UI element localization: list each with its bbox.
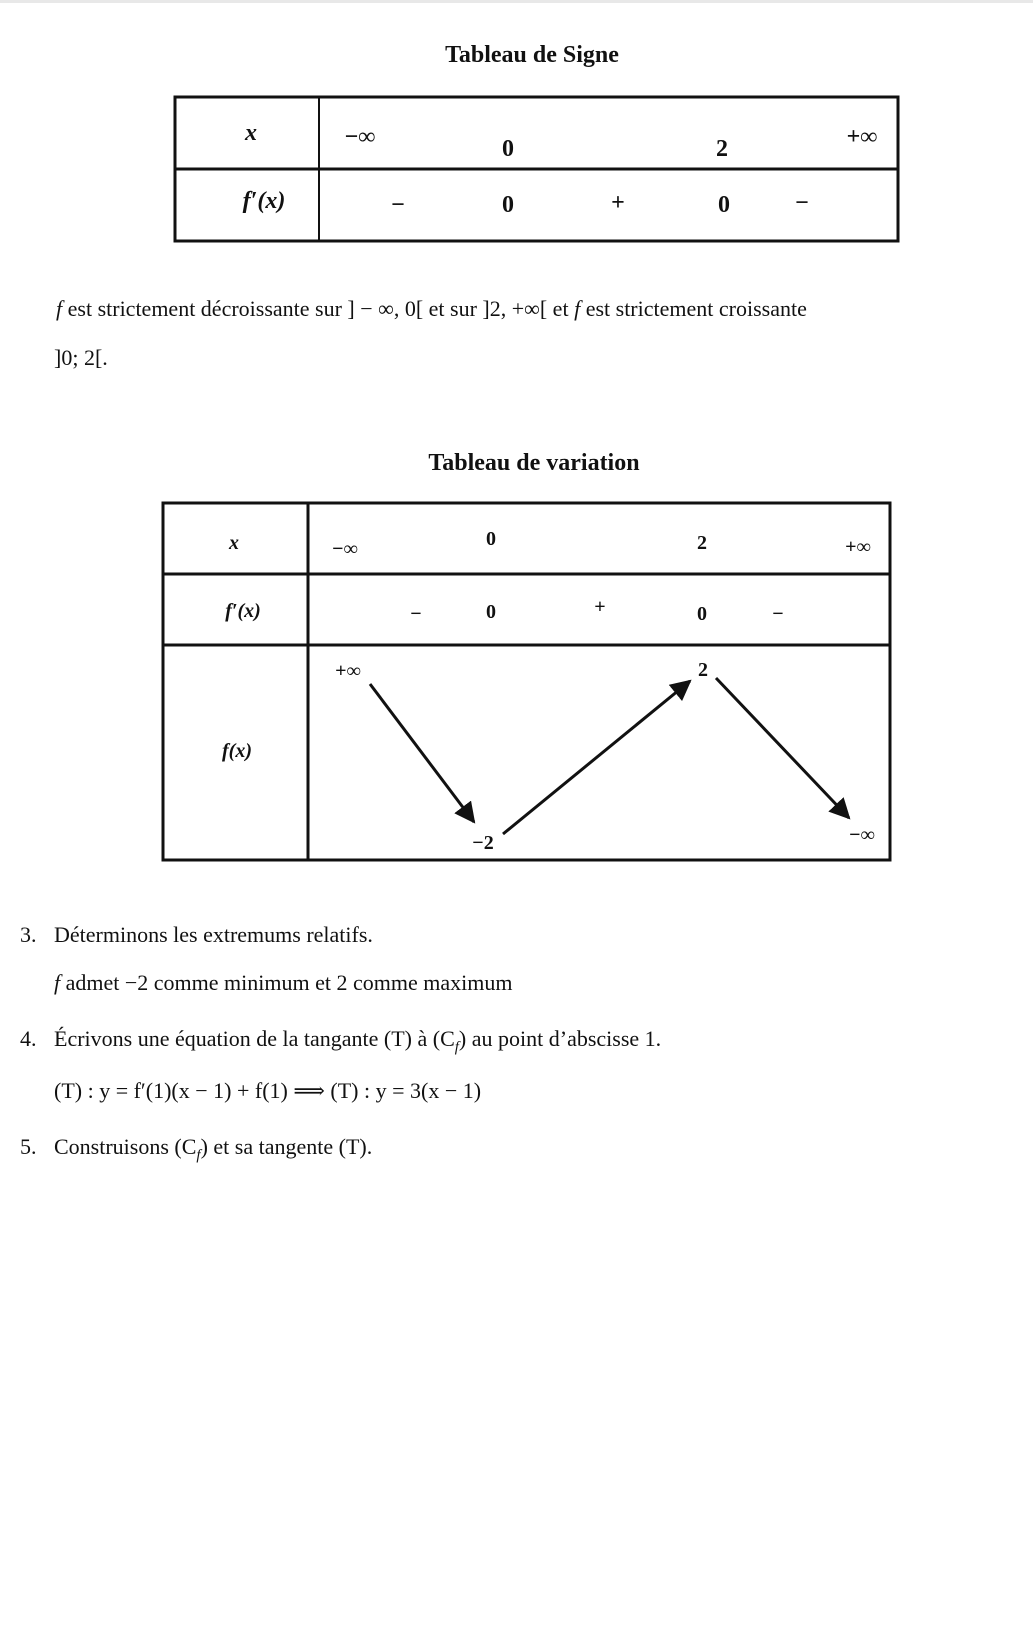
sign-table-frame (175, 97, 898, 241)
sign-table-fp-sign-1: − (391, 192, 405, 218)
sign-table-x-label: x (245, 120, 257, 146)
f-symbol-3: f (54, 970, 61, 995)
variation-table-fp-sign-2: + (594, 596, 606, 618)
item-5-sub: f (196, 1147, 201, 1164)
f-symbol-2: f (574, 296, 581, 321)
monotonic-text-2: est strictement croissante (580, 296, 807, 321)
arrow-increasing (503, 681, 690, 834)
variation-f-plus-inf: +∞ (335, 660, 361, 682)
variation-table-x-label: x (229, 532, 239, 554)
variation-table-fp-zero-2: 0 (697, 603, 707, 625)
sign-table-x-2: 2 (716, 136, 728, 162)
item-4-text (54, 1026, 661, 1056)
monotonic-text-1: est strictement décroissante sur ] − ∞, 0[ et sur ]2, +∞[ et (62, 296, 575, 321)
variation-f-minus-inf: −∞ (849, 824, 875, 846)
sign-table-fp-sign-2: + (611, 190, 625, 216)
variation-table-x-minus-inf: −∞ (332, 538, 358, 560)
variation-f-minus-2: −2 (472, 832, 494, 854)
variation-table-f-label: f(x) (222, 740, 252, 762)
item-3-number: 3. (20, 922, 37, 947)
arrow-decreasing-2 (716, 678, 849, 818)
item-3-answer-text: admet −2 comme minimum et 2 comme maximum (60, 970, 513, 995)
variation-table-fp-zero-1: 0 (486, 601, 496, 623)
monotonic-line-2: ]0; 2[. (54, 345, 108, 370)
variation-table-x-0: 0 (486, 528, 496, 550)
arrow-decreasing-1 (370, 684, 474, 822)
variation-table-fp-sign-3: − (772, 603, 784, 625)
item-5-text (54, 1134, 372, 1164)
item-5-number: 5. (20, 1134, 37, 1159)
variation-table-x-plus-inf: +∞ (845, 536, 871, 558)
sign-table-fp-label: f′(x) (242, 188, 286, 214)
variation-table-title: Tableau de variation (428, 450, 640, 476)
item-3-text: Déterminons les extremums relatifs. (54, 922, 373, 947)
variation-table-fp-sign-1: − (410, 603, 422, 625)
sign-table-fp-zero-1: 0 (502, 192, 514, 218)
variation-table-fp-label: f′(x) (225, 600, 261, 622)
sign-table-x-0: 0 (502, 136, 514, 162)
variation-table-frame (163, 503, 890, 860)
sign-table-x-plus-inf: +∞ (846, 124, 878, 150)
sign-table-fp-zero-2: 0 (718, 192, 730, 218)
item-4-number: 4. (20, 1026, 37, 1051)
item-5-text-main: Construisons (C (54, 1134, 197, 1159)
variation-table-x-2: 2 (697, 532, 707, 554)
sign-table-x-minus-inf: −∞ (344, 124, 376, 150)
item-4-text-main: Écrivons une équation de la tangante (T) à (C (54, 1026, 455, 1051)
f-symbol: f (56, 296, 63, 321)
monotonic-line-1 (56, 296, 807, 322)
item-3-answer (54, 970, 512, 996)
item-5-text-end: ) et sa tangente (T). (200, 1134, 373, 1159)
item-4-sub: f (454, 1039, 459, 1056)
sign-table-title: Tableau de Signe (445, 42, 619, 68)
sign-table-fp-sign-3: − (795, 190, 809, 216)
item-4-equation: (T) : y = f′(1)(x − 1) + f(1) ⟹ (T) : y = 3(x − 1) (54, 1078, 482, 1103)
variation-f-2: 2 (698, 659, 708, 681)
item-4-text-end: ) au point d’abscisse 1. (458, 1026, 662, 1051)
